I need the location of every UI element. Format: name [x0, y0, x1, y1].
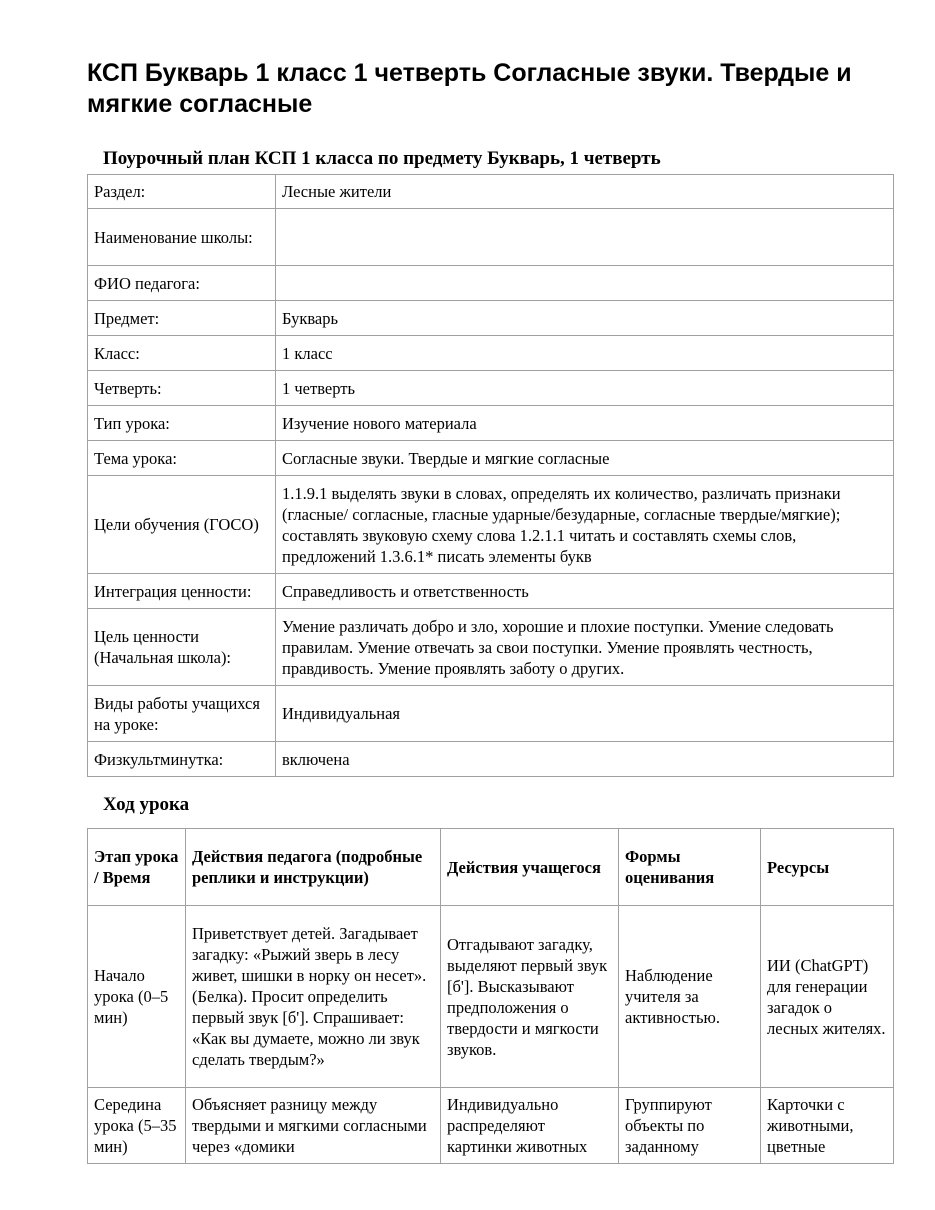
document-title: КСП Букварь 1 класс 1 четверть Согласные звуки. Твердые и мягкие согласные	[87, 59, 852, 118]
info-value: Изучение нового материала	[276, 406, 894, 441]
table-row	[88, 609, 894, 686]
table-row	[88, 906, 894, 1088]
info-value	[276, 209, 894, 266]
table-row	[88, 574, 894, 609]
info-label: Четверть:	[88, 371, 276, 406]
table-row	[88, 742, 894, 777]
table-row	[88, 441, 894, 476]
lesson-info-table	[87, 174, 894, 777]
table-row	[88, 209, 894, 266]
teacher-actions-cell: Объясняет разницу между твердыми и мягкими согласными через «домики	[186, 1088, 441, 1164]
table-row	[88, 406, 894, 441]
table-row	[88, 266, 894, 301]
assessment-cell: Наблюдение учителя за активностью.	[619, 906, 761, 1088]
table-row	[88, 686, 894, 742]
info-label: Цели обучения (ГОСО)	[88, 476, 276, 574]
column-header-student-actions: Действия учащегося	[441, 829, 619, 906]
info-label: Физкультминутка:	[88, 742, 276, 777]
info-label: Тип урока:	[88, 406, 276, 441]
info-label: Раздел:	[88, 175, 276, 209]
info-table-heading: Поурочный план КСП 1 класса по предмету Букварь, 1 четверть	[103, 148, 661, 169]
info-label: Интеграция ценности:	[88, 574, 276, 609]
table-row	[88, 1088, 894, 1164]
assessment-cell: Группируют объекты по заданному	[619, 1088, 761, 1164]
table-row	[88, 371, 894, 406]
info-value: Справедливость и ответственность	[276, 574, 894, 609]
info-label: Класс:	[88, 336, 276, 371]
info-value: 1 четверть	[276, 371, 894, 406]
lesson-plan-table	[87, 828, 894, 1164]
info-value: Лесные жители	[276, 175, 894, 209]
document-page	[87, 58, 893, 1164]
student-actions-cell: Отгадывают загадку, выделяют первый звук [б']. Высказывают предположения о твердости и мягкости звуков.	[441, 906, 619, 1088]
info-label: Тема урока:	[88, 441, 276, 476]
info-value: 1.1.9.1 выделять звуки в словах, определять их количество, различать признаки (гласные/ согласные, гласные ударные/безударные, согласные твердые/мягкие); составлять звуковую схему слова 1.2.1.1 читать и составлять схемы слов, предложений 1.3.6.1* писать элементы букв	[276, 476, 894, 574]
table-row	[88, 301, 894, 336]
column-header-assessment: Формы оценивания	[619, 829, 761, 906]
stage-cell: Середина урока (5–35 мин)	[88, 1088, 186, 1164]
info-label: ФИО педагога:	[88, 266, 276, 301]
column-header-stage: Этап урока / Время	[88, 829, 186, 906]
resources-cell: Карточки с животными, цветные	[761, 1088, 894, 1164]
plan-table-heading: Ход урока	[103, 794, 190, 815]
info-label: Предмет:	[88, 301, 276, 336]
table-row	[88, 175, 894, 209]
teacher-actions-cell: Приветствует детей. Загадывает загадку: «Рыжий зверь в лесу живет, шишки в норку он несет». (Белка). Просит определить первый звук [б']. Спрашивает: «Как вы думаете, можно ли звук сделать твердым?»	[186, 906, 441, 1088]
info-value: включена	[276, 742, 894, 777]
stage-cell: Начало урока (0–5 мин)	[88, 906, 186, 1088]
student-actions-cell: Индивидуально распределяют картинки животных	[441, 1088, 619, 1164]
info-value: Букварь	[276, 301, 894, 336]
resources-cell: ИИ (ChatGPT) для генерации загадок о лесных жителях.	[761, 906, 894, 1088]
info-value: Индивидуальная	[276, 686, 894, 742]
column-header-resources: Ресурсы	[761, 829, 894, 906]
info-value: Умение различать добро и зло, хорошие и плохие поступки. Умение следовать правилам. Умение отвечать за свои поступки. Умение проявлять честность, правдивость. Умение проявлять заботу о других.	[276, 609, 894, 686]
info-value	[276, 266, 894, 301]
column-header-teacher-actions: Действия педагога (подробные реплики и инструкции)	[186, 829, 441, 906]
info-label: Виды работы учащихся на уроке:	[88, 686, 276, 742]
info-value: 1 класс	[276, 336, 894, 371]
info-value: Согласные звуки. Твердые и мягкие согласные	[276, 441, 894, 476]
table-header-row	[88, 829, 894, 906]
table-row	[88, 336, 894, 371]
info-label: Цель ценности (Начальная школа):	[88, 609, 276, 686]
info-label: Наименование школы:	[88, 209, 276, 266]
table-row	[88, 476, 894, 574]
